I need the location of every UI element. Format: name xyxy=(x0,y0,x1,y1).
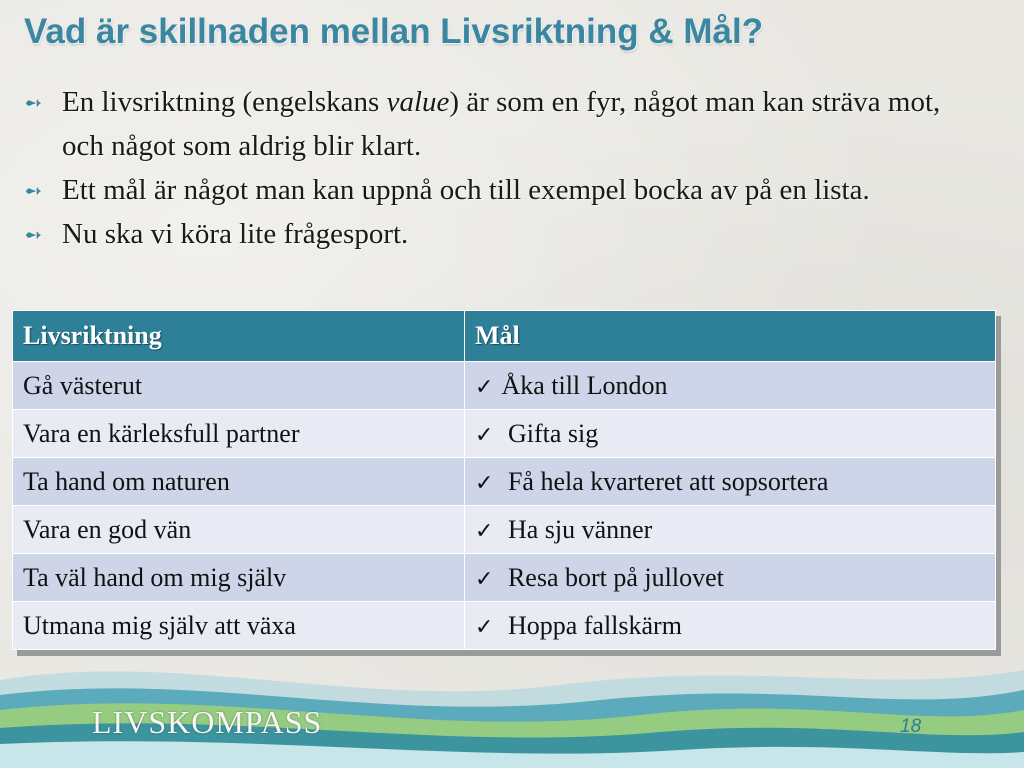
header-mal: Mål xyxy=(465,311,996,362)
arrow-bullet-icon: ➻ xyxy=(24,179,43,204)
page-number: 18 xyxy=(900,716,922,737)
bullet-list xyxy=(24,80,944,256)
direction-cell: Utmana mig själv att växa xyxy=(13,602,465,650)
goal-cell xyxy=(465,506,996,554)
goal-cell xyxy=(465,554,996,602)
direction-cell: Vara en kärleksfull partner xyxy=(13,410,465,458)
check-icon: ✓ xyxy=(475,614,494,640)
goal-text: Åka till London xyxy=(501,370,668,400)
bullet-item xyxy=(24,80,944,168)
goal-cell xyxy=(465,410,996,458)
livskompass-logo: LIVSKOMPASS xyxy=(92,704,323,740)
goal-text: Ha sju vänner xyxy=(507,514,653,544)
table-row xyxy=(13,554,996,602)
goal-text: Hoppa fallskärm xyxy=(507,610,682,640)
arrow-bullet-icon: ➻ xyxy=(24,223,43,248)
slide-title: Vad är skillnaden mellan Livsriktning & Mål? xyxy=(24,12,764,51)
table-row xyxy=(13,458,996,506)
bullet-text: Nu ska vi köra lite frågesport. xyxy=(62,218,409,250)
comparison-table xyxy=(12,310,996,650)
check-icon: ✓ xyxy=(475,518,494,544)
table-row xyxy=(13,506,996,554)
goal-cell xyxy=(465,458,996,506)
check-icon: ✓ xyxy=(475,470,494,496)
goal-text: Resa bort på jullovet xyxy=(507,562,724,592)
arrow-bullet-icon: ➻ xyxy=(24,91,43,116)
direction-cell: Ta hand om naturen xyxy=(13,458,465,506)
table-row xyxy=(13,362,996,410)
bullet-text: ) är som en fyr, något man kan sträva mot, och något som aldrig blir klart. xyxy=(62,86,941,162)
goal-cell xyxy=(465,362,996,410)
table-row xyxy=(13,410,996,458)
bullet-text: Ett mål är något man kan uppnå och till exempel bocka av på en lista. xyxy=(62,174,870,206)
table-header-row xyxy=(13,311,996,362)
direction-cell: Ta väl hand om mig själv xyxy=(13,554,465,602)
bullet-item xyxy=(24,168,944,212)
goal-text: Gifta sig xyxy=(507,418,599,448)
bullet-text: En livsriktning (engelskans xyxy=(62,86,387,118)
bullet-item xyxy=(24,212,944,256)
check-icon: ✓ xyxy=(475,566,494,592)
header-livsriktning: Livsriktning xyxy=(13,311,465,362)
direction-cell: Gå västerut xyxy=(13,362,465,410)
bullet-emphasis: value xyxy=(386,86,450,118)
check-icon: ✓ xyxy=(475,422,494,448)
direction-cell: Vara en god vän xyxy=(13,506,465,554)
goal-text: Få hela kvarteret att sopsortera xyxy=(507,466,829,496)
check-icon: ✓ xyxy=(475,374,494,400)
